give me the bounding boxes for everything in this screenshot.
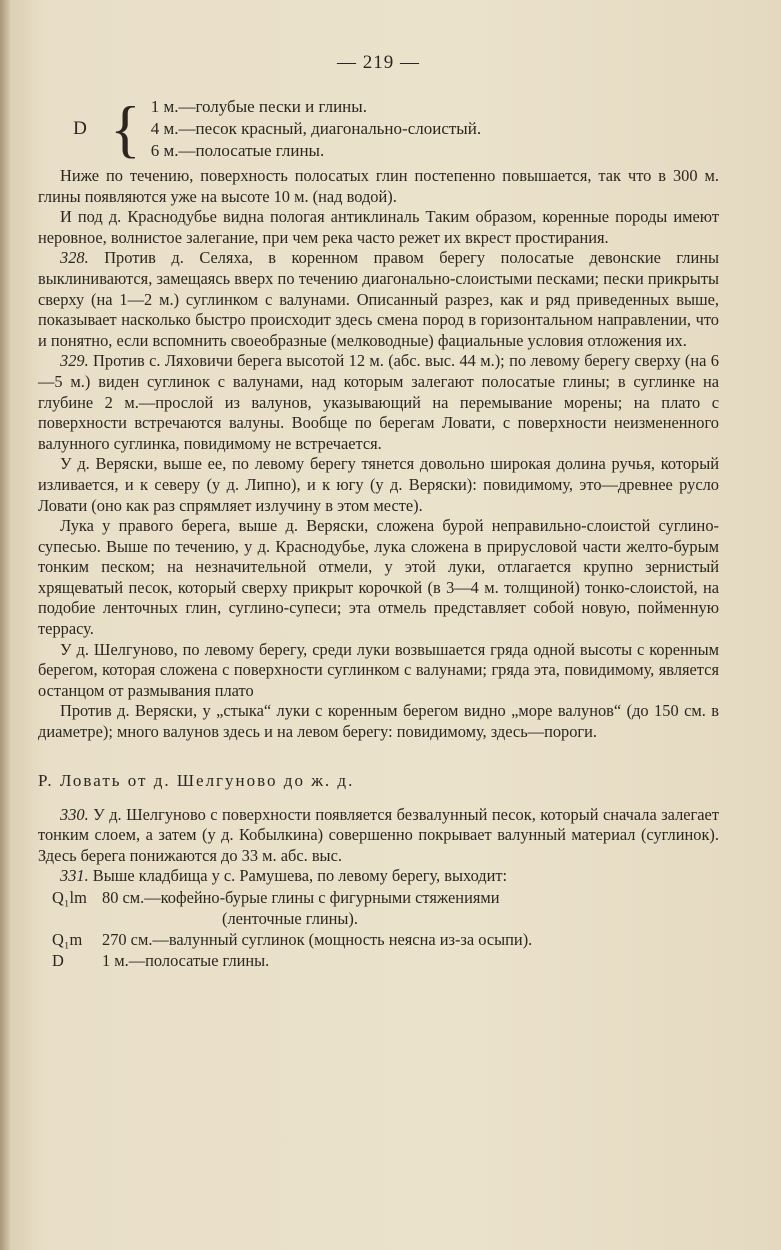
section-row <box>38 929 719 950</box>
row-text: 80 см.—кофейно-бурые глины с фигурными стяжениями <box>102 888 500 907</box>
paragraph: У д. Шелгуново, по левому берегу, среди луки возвышается гряда одной высоты с коренным берегом, которая сложена с поверхности суглинком с валунами; гряда эта, повидимому, является останцом от размывания плато <box>38 639 719 700</box>
strata-lines <box>151 96 481 162</box>
strata-label: D <box>73 118 87 139</box>
paragraph: И под д. Краснодубье видна пологая антиклиналь Таким образом, коренные породы имеют неровное, волнистое залегание, при чем река часто режет их вкрест простирания. <box>38 207 719 247</box>
row-label <box>38 908 102 929</box>
paragraph-number: 331. <box>60 866 89 886</box>
paragraph: 331. Выше кладбища у с. Рамушева, по левому берегу, выходит: <box>60 866 508 886</box>
page-binding-edge <box>0 0 10 1250</box>
row-text: 1 м.—полосатые глины. <box>102 951 270 970</box>
section-row <box>38 887 719 908</box>
strata-line: 1 м.—голубые пески и глины. <box>150 97 367 116</box>
page-number: — 219 — <box>337 52 420 73</box>
strata-line: 6 м.—полосатые глины. <box>150 141 325 160</box>
paragraph: 329. Против с. Ляховичи берега высотой 12 м. (абс. выс. 44 м.); по левому берегу сверху (на 6—5 м.) виден суглинок с валунами, над которым залегают полосатые глины; в суглинке на глубине 2 м.—прослой из валунов, указывающий на перемывание морены; на плато с поверхности встречаются валуны. Вообще по берегам Ловати, с поверхности неизмененного валунного суглинка, повидимому не встречается. <box>38 351 719 453</box>
section-row <box>38 950 719 971</box>
paragraph: Лука у правого берега, выше д. Веряски, сложена бурой неправильно-слоистой суглино-супесью. Выше по течению, у д. Краснодубье, лука сложена в прирусловой части желто-бурым тонким песком; на незначительной отмели, у этой луки, отлагается крупно зернистый хрящеватый песок, который сверху прикрыт корочкой (в 3—4 м. толщиной) тонко-слоистой, на подобие ленточных глин, суглино-супеси; эта отмель представляет собой новую, пойменную террасу. <box>38 516 719 639</box>
paragraph: У д. Веряски, выше ее, по левому берегу тянется довольно широкая долина ручья, который изливается, и к северу (у д. Липно), и к югу (у д. Веряски): повидимому, это—древнее русло Ловати (оно как раз спрямляет излучину в этом месте). <box>38 454 719 515</box>
paragraph: 330. У д. Шелгуново с поверхности появляется безвалунный песок, который сначала залегает тонким слоем, а затем (у д. Кобылкина) совершенно покрывает валунный материал (суглинок). Здесь берега понижаются до 33 м. абс. выс. <box>38 804 719 865</box>
paragraph: Ниже по течению, поверхность полосатых глин постепенно повышается, так что в 300 м. глины появляются уже на высоте 10 м. (над водой). <box>38 166 719 206</box>
strata-block <box>50 93 719 165</box>
strata-line: 4 м.—песок красный, диагонально-слоистый. <box>150 119 482 138</box>
paragraph: Против д. Веряски, у „стыка“ луки с коренным берегом видно „море валунов“ (до 150 см. в диаметре); много валунов здесь и на левом берегу: повидимому, здесь—пороги. <box>38 701 719 742</box>
row-text: (ленточные глины). <box>222 909 358 928</box>
row-label: D <box>52 951 64 970</box>
paragraph-number: 328. <box>60 248 89 268</box>
row-text: 270 см.—валунный суглинок (мощность неясна из-за осыпи). <box>102 930 533 949</box>
paragraph: 328. Против д. Селяха, в коренном правом берегу полосатые девонские глины выклиниваются, замещаясь вверх по течению диагонально-слоистыми песками; пески прикрыты сверху (на 1—2 м.) суглинком с валунами. Описанный разрез, как и ряд приведенных выше, показывает насколько быстро происходит здесь смена пород в горизонтальном направлении, что и понятно, если вспомнить своеобразные (мелководные) фациальные условия отложения их. <box>38 248 719 350</box>
section-row <box>38 908 719 929</box>
section-heading: Р. Ловать от д. Шелгуново до ж. д. <box>38 770 355 790</box>
paragraph-number: 329. <box>60 351 89 371</box>
row-label: Q₁m <box>52 930 83 949</box>
brace-icon: { <box>110 93 141 165</box>
row-label: Q₁lm <box>52 888 87 907</box>
paragraph-number: 330. <box>60 804 89 824</box>
